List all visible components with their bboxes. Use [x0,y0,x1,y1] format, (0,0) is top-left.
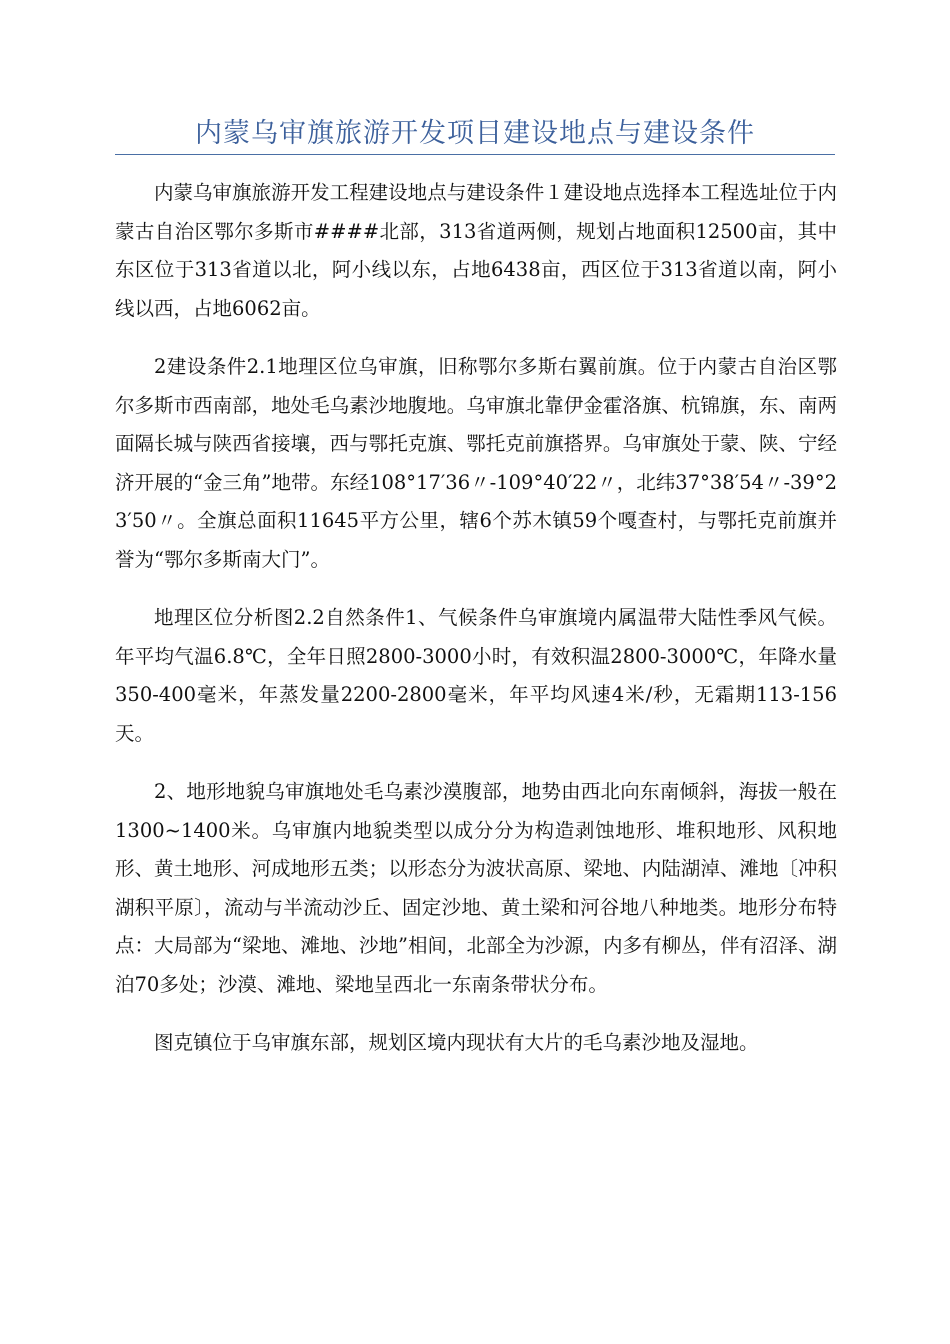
paragraph-climate: 地理区位分析图2.2自然条件1、气候条件乌审旗境内属温带大陆性季风气候。年平均气温6.8℃，全年日照2800-3000小时，有效积温2800-3000℃，年降水量350-400毫米，年蒸发量2200-2800毫米，年平均风速4米/秒，无霜期113-156天。 [115,606,837,745]
title-underline [115,154,835,155]
paragraph-landform: 2、地形地貌乌审旗地处毛乌素沙漠腹部，地势由西北向东南倾斜，海拔一般在1300~1400米。乌审旗内地貌类型以成分分为构造剥蚀地形、堆积地形、风积地形、黄土地形、河成地形五类；以形态分为波状高原、梁地、内陆湖淖、滩地〔冲积湖积平原〕，流动与半流动沙丘、固定沙地、黄土梁和河谷地八种地类。地形分布特点：大局部为“梁地、滩地、沙地”相间，北部全为沙源，内多有柳丛，伴有沼泽、湖泊70多处；沙漠、滩地、梁地呈西北一东南条带状分布。 [115,780,837,996]
paragraph-site-selection: 内蒙乌审旗旅游开发工程建设地点与建设条件１建设地点选择本工程选址位于内蒙古自治区鄂尔多斯市####北部，313省道两侧，规划占地面积12500亩，其中东区位于313省道以北，阿小线以东，占地6438亩，西区位于313省道以南，阿小线以西，占地6062亩。 [115,181,837,320]
document-title: 内蒙乌审旗旅游开发项目建设地点与建设条件 [195,118,755,149]
paragraph-geographic-location: 2建设条件2.1地理区位乌审旗，旧称鄂尔多斯右翼前旗。位于内蒙古自治区鄂尔多斯市西南部，地处毛乌素沙地腹地。乌审旗北靠伊金霍洛旗、杭锦旗，东、南两面隔长城与陕西省接壤，西与鄂托克旗、鄂托克前旗搭界。乌审旗处于蒙、陕、宁经济开展的“金三角”地带。东经108°17′36〃-109°40′22〃，北纬37°38′54〃-39°23′50〃。全旗总面积11645平方公里，辖6个苏木镇59个嘎查村，与鄂托克前旗并誉为“鄂尔多斯南大门”。 [115,355,837,571]
document-body [115,174,837,1083]
paragraph-tuke-town: 图克镇位于乌审旗东部，规划区境内现状有大片的毛乌素沙地及湿地。 [154,1031,759,1054]
